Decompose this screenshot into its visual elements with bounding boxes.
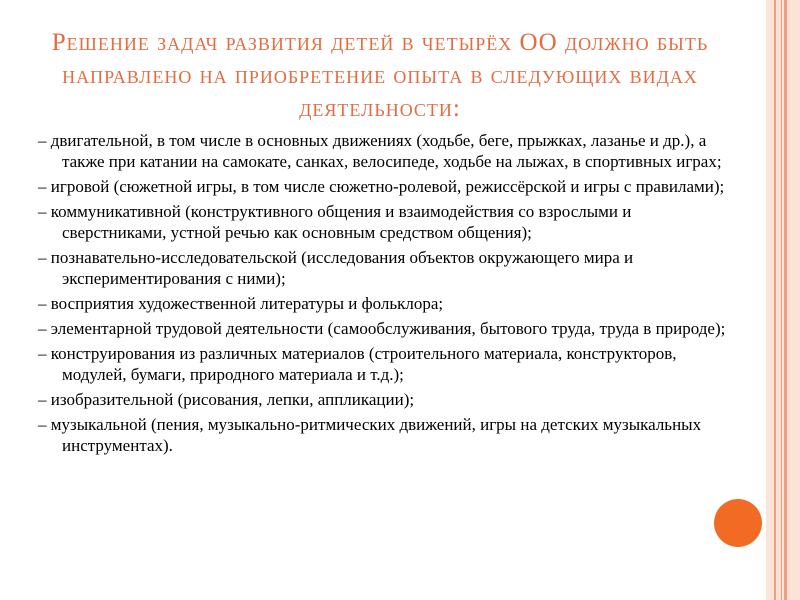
decorative-orange-circle — [714, 499, 762, 547]
list-item: – двигательной, в том числе в основных движениях (ходьбе, беге, прыжках, лазанье и др.), а также при катании на самокате, санках, велосипеде, ходьбе на лыжах, в спортивных играх; — [38, 131, 722, 171]
list-item: – восприятия художественной литературы и фольклора; — [38, 294, 444, 313]
decorative-stripe-line — [781, 0, 782, 600]
list-item: – музыкальной (пения, музыкально-ритмических движений, игры на детских музыкальных инструментах). — [38, 415, 702, 455]
slide-title: Решение задач развития детей в четырёх ОО должно быть направлено на приобретение опыта в следующих видах деятельности: — [51, 29, 709, 122]
decorative-stripe-band — [766, 0, 800, 600]
list-item: – изобразительной (рисования, лепки, аппликации); — [38, 390, 415, 409]
decorative-stripe-line — [784, 0, 787, 600]
list-item: – игровой (сюжетной игры, в том числе сюжетно-ролевой, режиссёрской и игры с правилами); — [38, 177, 725, 196]
list-item: – элементарной трудовой деятельности (самообслуживания, бытового труда, труда в природе); — [38, 319, 726, 338]
activity-list — [38, 130, 728, 460]
list-item: – познавательно-исследовательской (исследования объектов окружающего мира и экспериментирования с ними); — [38, 248, 634, 288]
list-item: – коммуникативной (конструктивного общения и взаимодействия со взрослыми и сверстниками, устной речью как основным средством общения); — [38, 202, 632, 242]
list-item: – конструирования из различных материалов (строительного материала, конструкторов, модулей, бумаги, природного материала и т.д.); — [38, 344, 677, 384]
decorative-stripe-line — [774, 0, 776, 600]
